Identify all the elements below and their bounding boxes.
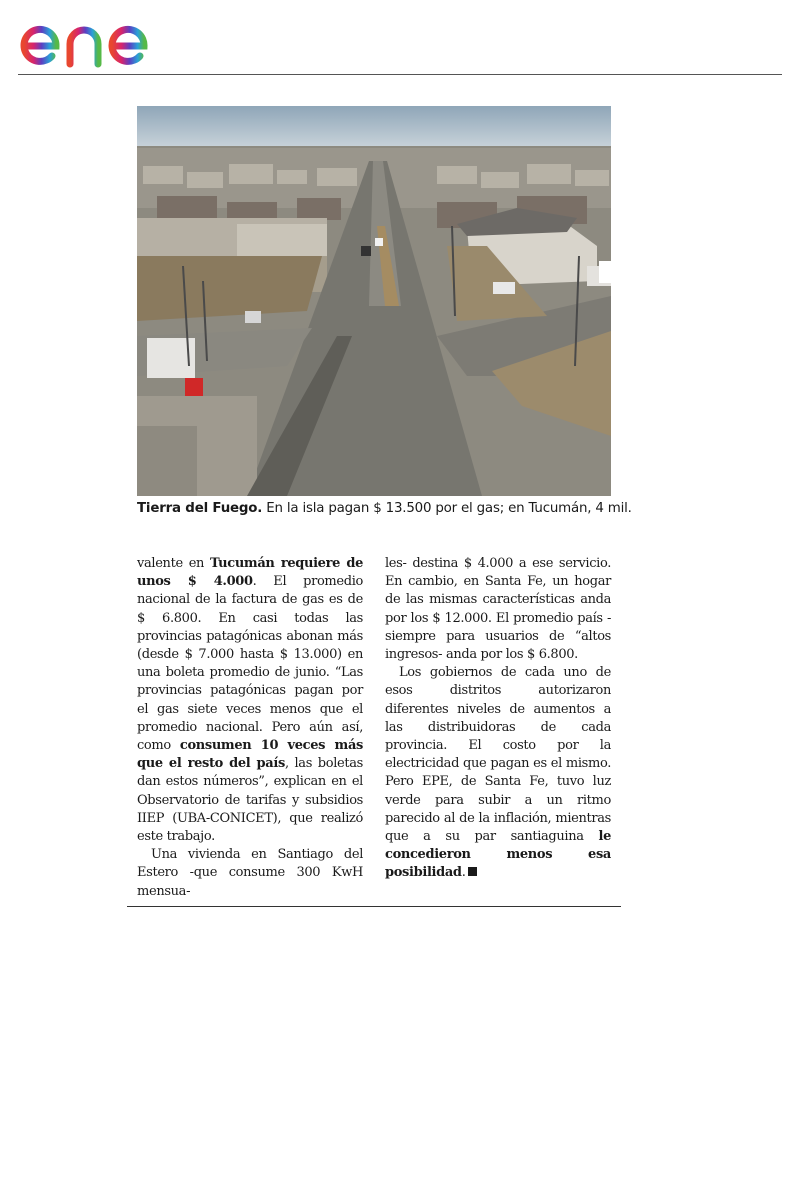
article-text: valente en xyxy=(137,556,211,571)
footer-rule xyxy=(127,906,621,907)
article-emphasis: Tucumán requiere de unos $ 4.000 xyxy=(137,556,363,590)
article-paragraph xyxy=(385,555,611,664)
street-photo xyxy=(137,106,611,496)
article-emphasis: consumen 10 veces más que el resto del país xyxy=(137,738,363,772)
article-text: . El promedio nacional de la factura de gas es de $ 6.800. En casi todas las provincias patagónicas abonan más (desde $ 7.000 hasta $ 13.000) en una boleta promedio de junio. “Las provincias patagónicas pagan por el gas siete veces menos que el promedio nacional. Pero aún así, como xyxy=(137,574,363,754)
caption-text: En la isla pagan $ 13.500 por el gas; en Tucumán, 4 mil. xyxy=(262,501,632,516)
article-paragraph xyxy=(385,664,611,882)
article-column-right xyxy=(385,555,611,883)
article-text: Los gobiernos de cada uno de esos distritos autorizaron diferentes niveles de aumentos a las distribuidoras de cada provincia. El costo por la electricidad que pagan es el mismo. Pero EPE, de Santa Fe, tuvo luz verde para subir a un ritmo parecido al de la inflación, mientras que a su par santiaguina xyxy=(385,665,611,845)
photo-caption xyxy=(137,500,632,518)
caption-title: Tierra del Fuego. xyxy=(137,501,263,516)
article-column-left xyxy=(137,555,363,901)
article-paragraph xyxy=(137,846,363,901)
article-paragraph xyxy=(137,555,363,846)
article-text: les- destina $ 4.000 a ese servicio. En cambio, en Santa Fe, un hogar de las mismas características anda por los $ 12.000. El promedio país -siempre para usuarios de “altos ingresos- anda por los $ 6.800. xyxy=(385,556,611,663)
header-rule xyxy=(18,74,782,75)
article-text: Una vivienda en Santiago del Estero -que consume 300 KwH mensua- xyxy=(137,847,363,899)
enel-logo xyxy=(18,4,188,70)
article-emphasis: le concedieron menos esa posibilidad xyxy=(385,829,611,881)
article-text: , las boletas dan estos números”, explican en el Observatorio de tarifas y subsidios IIEP (UBA-CONICET), que realizó este trabajo. xyxy=(137,756,363,845)
article-end-mark xyxy=(468,867,477,876)
article-text: . xyxy=(461,865,466,881)
